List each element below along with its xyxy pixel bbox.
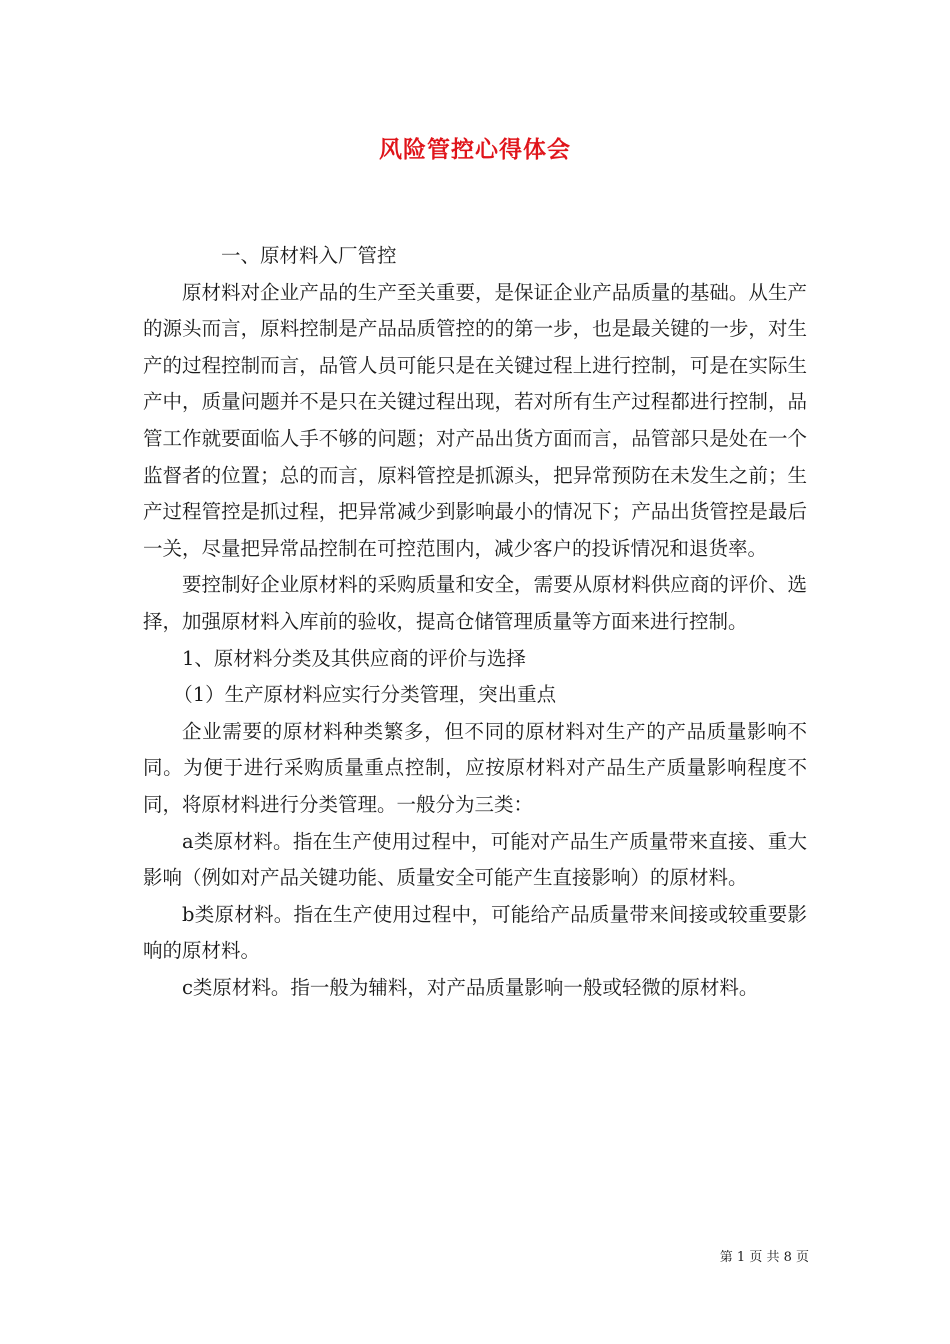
page-number: 第 1 页 共 8 页 [719, 1250, 809, 1265]
document-body [143, 238, 807, 1006]
subsection-heading: 1、原材料分类及其供应商的评价与选择 [182, 646, 526, 670]
subsection-heading: （1）生产原材料应实行分类管理，突出重点 [173, 683, 557, 707]
paragraph: 要控制好企业原材料的采购质量和安全，需要从原材料供应商的评价、选择，加强原材料入库前的验收，提高仓储管理质量等方面来进行控制。 [143, 573, 807, 633]
paragraph: a类原材料。指在生产使用过程中，可能对产品生产质量带来直接、重大影响（例如对产品关键功能、质量安全可能产生直接影响）的原材料。 [143, 829, 807, 890]
section-heading: 一、原材料入厂管控 [221, 244, 397, 267]
paragraph: 企业需要的原材料种类繁多，但不同的原材料对生产的产品质量影响不同。为便于进行采购质量重点控制，应按原材料对产品生产质量影响程度不同，将原材料进行分类管理。一般分为三类： [143, 719, 807, 816]
paragraph: b类原材料。指在生产使用过程中，可能给产品质量带来间接或较重要影响的原材料。 [143, 902, 807, 963]
page-number-footer [0, 1248, 809, 1268]
document-title: 风险管控心得体会 [379, 136, 571, 163]
paragraph: c类原材料。指一般为辅料，对产品质量影响一般或轻微的原材料。 [182, 975, 759, 999]
paragraph: 原材料对企业产品的生产至关重要，是保证企业产品质量的基础。从生产的源头而言，原料控制是产品品质管控的的第一步，也是最关键的一步，对生产的过程控制而言，品管人员可能只是在关键过程上进行控制，可是在实际生产中，质量问题并不是只在关键过程出现，若对所有生产过程都进行控制，品管工作就要面临人手不够的问题；对产品出货方面而言，品管部只是处在一个监督者的位置；总的而言，原料管控是抓源头，把异常预防在未发生之前；生产过程管控是抓过程，把异常减少到影响最小的情况下；产品出货管控是最后一关，尽量把异常品控制在可控范围内，减少客户的投诉情况和退货率。 [143, 280, 807, 560]
